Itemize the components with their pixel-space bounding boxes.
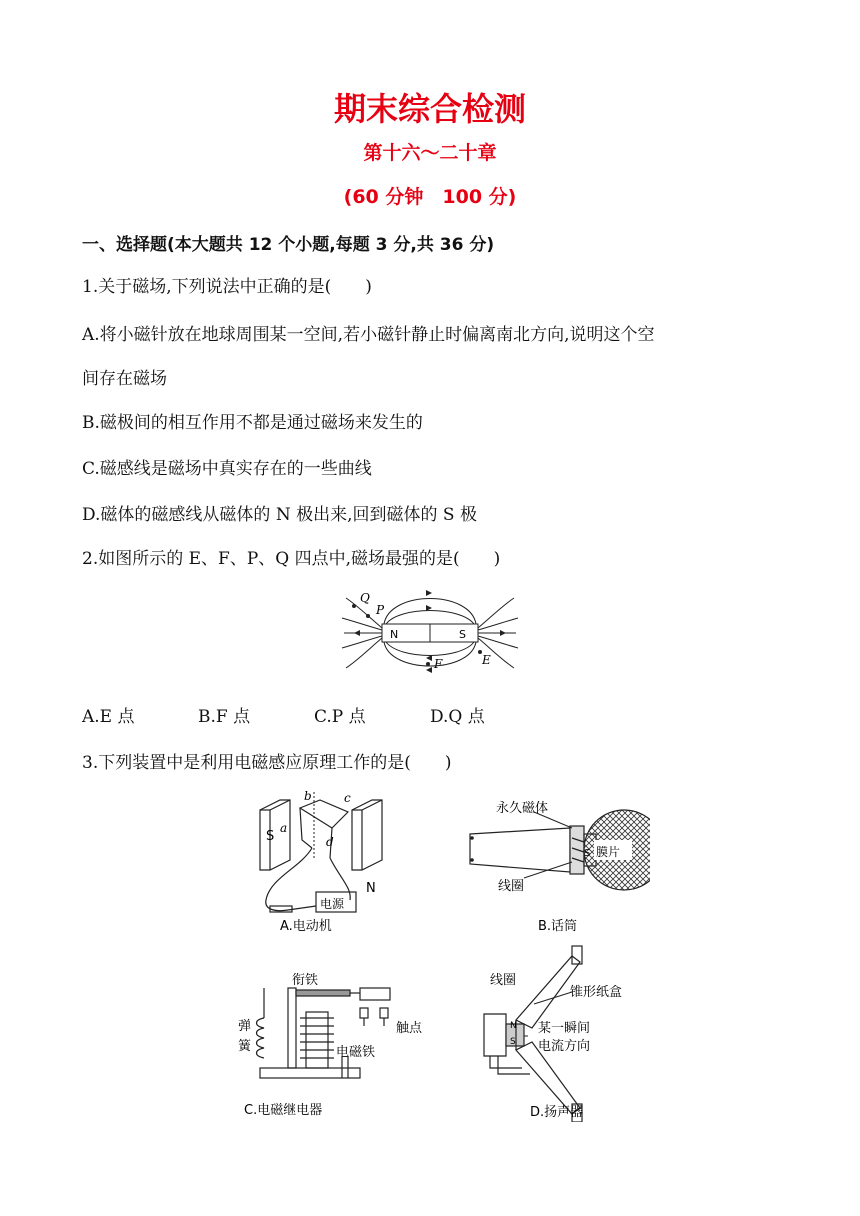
motor-figure (240, 788, 400, 938)
motor-c-label: c (344, 791, 351, 805)
page-title: 期末综合检测 (333, 90, 526, 128)
fig-c-caption: C.电磁继电器 (244, 1103, 323, 1118)
speaker-s-label: S (510, 1037, 516, 1047)
motor-a-label: a (280, 821, 288, 835)
speaker-n-label: N (510, 1021, 517, 1031)
contacts-label: 触点 (396, 1021, 423, 1036)
point-p-label: P (376, 603, 385, 617)
cone-label: 锥形纸盒 (570, 985, 623, 1000)
motor-n-label: N (366, 881, 376, 896)
q1-option-c: C.磁感线是磁场中真实存在的一些曲线 (82, 459, 372, 479)
section-heading: 一、选择题(本大题共 12 个小题,每题 3 分,共 36 分) (82, 235, 495, 255)
q2-option-b: B.F 点 (198, 707, 251, 727)
mic-s-label: S (584, 848, 591, 859)
coil-label: 线圈 (498, 879, 525, 894)
fig-a-caption: A.电动机 (280, 919, 332, 934)
q1-stem: 1.关于磁场,下列说法中正确的是( ) (82, 277, 372, 297)
speaker-figure (476, 944, 666, 1122)
q1-option-b: B.磁极间的相互作用不都是通过磁场来发生的 (82, 413, 423, 433)
bar-magnet-field-figure (340, 588, 520, 676)
q2-option-c: C.P 点 (314, 707, 366, 727)
armature-label: 衔铁 (292, 973, 319, 988)
microphone-figure (460, 798, 650, 938)
relay-figure (230, 968, 440, 1118)
motor-b-label: b (304, 789, 312, 803)
pole-n-label: N (390, 628, 399, 641)
point-q-label: Q (360, 591, 370, 605)
time-score-info: (60 分钟 100 分) (343, 186, 517, 208)
point-f-label: F (434, 657, 443, 671)
q2-stem: 2.如图所示的 E、F、P、Q 四点中,磁场最强的是( ) (82, 549, 501, 569)
spring-label-1: 弹 (238, 1019, 252, 1034)
q1-option-d: D.磁体的磁感线从磁体的 N 极出来,回到磁体的 S 极 (82, 505, 477, 525)
q3-stem: 3.下列装置中是利用电磁感应原理工作的是( ) (82, 753, 452, 773)
membrane-label: 膜片 (596, 845, 621, 859)
q1-option-a-line2: 间存在磁场 (82, 369, 167, 389)
spring-label-2: 簧 (238, 1039, 252, 1054)
electromagnet-label: 电磁铁 (336, 1045, 376, 1060)
power-source-label: 电源 (320, 897, 345, 911)
speaker-coil-label: 线圈 (490, 973, 517, 988)
motor-d-label: d (326, 835, 334, 849)
q1-option-a-line1: A.将小磁针放在地球周围某一空间,若小磁针静止时偏离南北方向,说明这个空 (82, 325, 655, 345)
q2-option-a: A.E 点 (82, 707, 135, 727)
current-label-1: 某一瞬间 (538, 1021, 591, 1036)
motor-s-label: S (266, 829, 275, 844)
current-label-2: 电流方向 (538, 1039, 591, 1054)
pole-s-label: S (459, 628, 466, 641)
q2-option-d: D.Q 点 (430, 707, 485, 727)
fig-d-caption: D.扬声器 (530, 1105, 584, 1120)
fig-b-caption: B.话筒 (538, 919, 578, 934)
point-e-label: E (482, 653, 491, 667)
page-subtitle: 第十六～二十章 (363, 142, 497, 164)
permanent-magnet-label: 永久磁体 (496, 801, 549, 816)
